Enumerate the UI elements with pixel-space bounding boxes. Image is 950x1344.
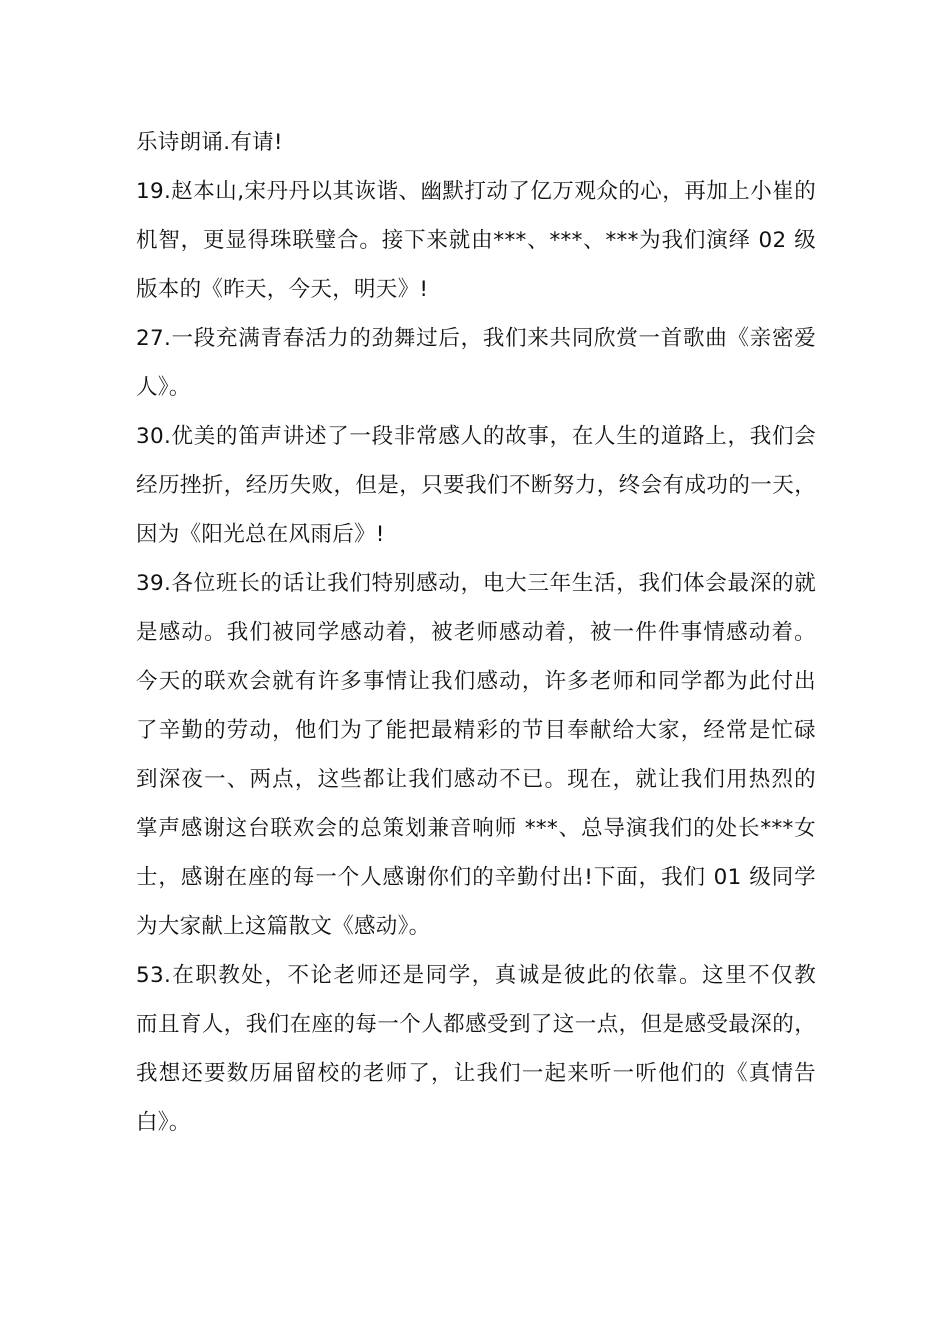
text-line: 经历挫折，经历失败，但是，只要我们不断努力，终会有成功的一天， [136,473,816,498]
text-line: 我想还要数历届留校的老师了，让我们一起来听一听他们的《真情告 [136,1061,816,1086]
text-line: 到深夜一、两点，这些都让我们感动不已。现在，就让我们用热烈的 [136,767,816,792]
paragraph-53 [136,951,816,1147]
text-line: 是感动。我们被同学感动着，被老师感动着，被一件件事情感动着。 [136,620,816,645]
paragraph-30 [136,412,816,559]
paragraph-19 [136,167,816,314]
text-line: 士，感谢在座的每一个人感谢你们的辛勤付出!下面，我们 01 级同学 [136,865,816,890]
text-line: 机智，更显得珠联璧合。接下来就由***、***、***为我们演绎 02 级 [136,228,816,253]
text-line: 白》。 [136,1110,191,1135]
paragraph-27 [136,314,816,412]
text-line: 19.赵本山,宋丹丹以其诙谐、幽默打动了亿万观众的心，再加上小崔的 [136,179,816,204]
text-line: 为大家献上这篇散文《感动》。 [136,914,431,939]
text-line: 乐诗朗诵.有请! [136,130,283,155]
document-body [136,118,816,1147]
text-line: 而且育人，我们在座的每一个人都感受到了这一点，但是感受最深的， [136,1012,816,1037]
text-line: 今天的联欢会就有许多事情让我们感动，许多老师和同学都为此付出 [136,669,816,694]
text-line: 30.优美的笛声讲述了一段非常感人的故事，在人生的道路上，我们会 [136,424,816,449]
paragraph-39 [136,559,816,951]
text-line: 掌声感谢这台联欢会的总策划兼音响师 ***、总导演我们的处长***女 [136,816,816,841]
paragraph-intro-tail [136,118,816,167]
text-line: 53.在职教处，不论老师还是同学，真诚是彼此的依靠。这里不仅教 [136,963,816,988]
text-line: 了辛勤的劳动，他们为了能把最精彩的节目奉献给大家，经常是忙碌 [136,718,816,743]
text-line: 版本的《昨天，今天，明天》! [136,277,429,302]
text-line: 39.各位班长的话让我们特别感动，电大三年生活，我们体会最深的就 [136,571,816,596]
text-line: 27.一段充满青春活力的劲舞过后，我们来共同欣赏一首歌曲《亲密爱 [136,326,816,351]
text-line: 因为《阳光总在风雨后》! [136,522,385,547]
text-line: 人》。 [136,375,191,400]
